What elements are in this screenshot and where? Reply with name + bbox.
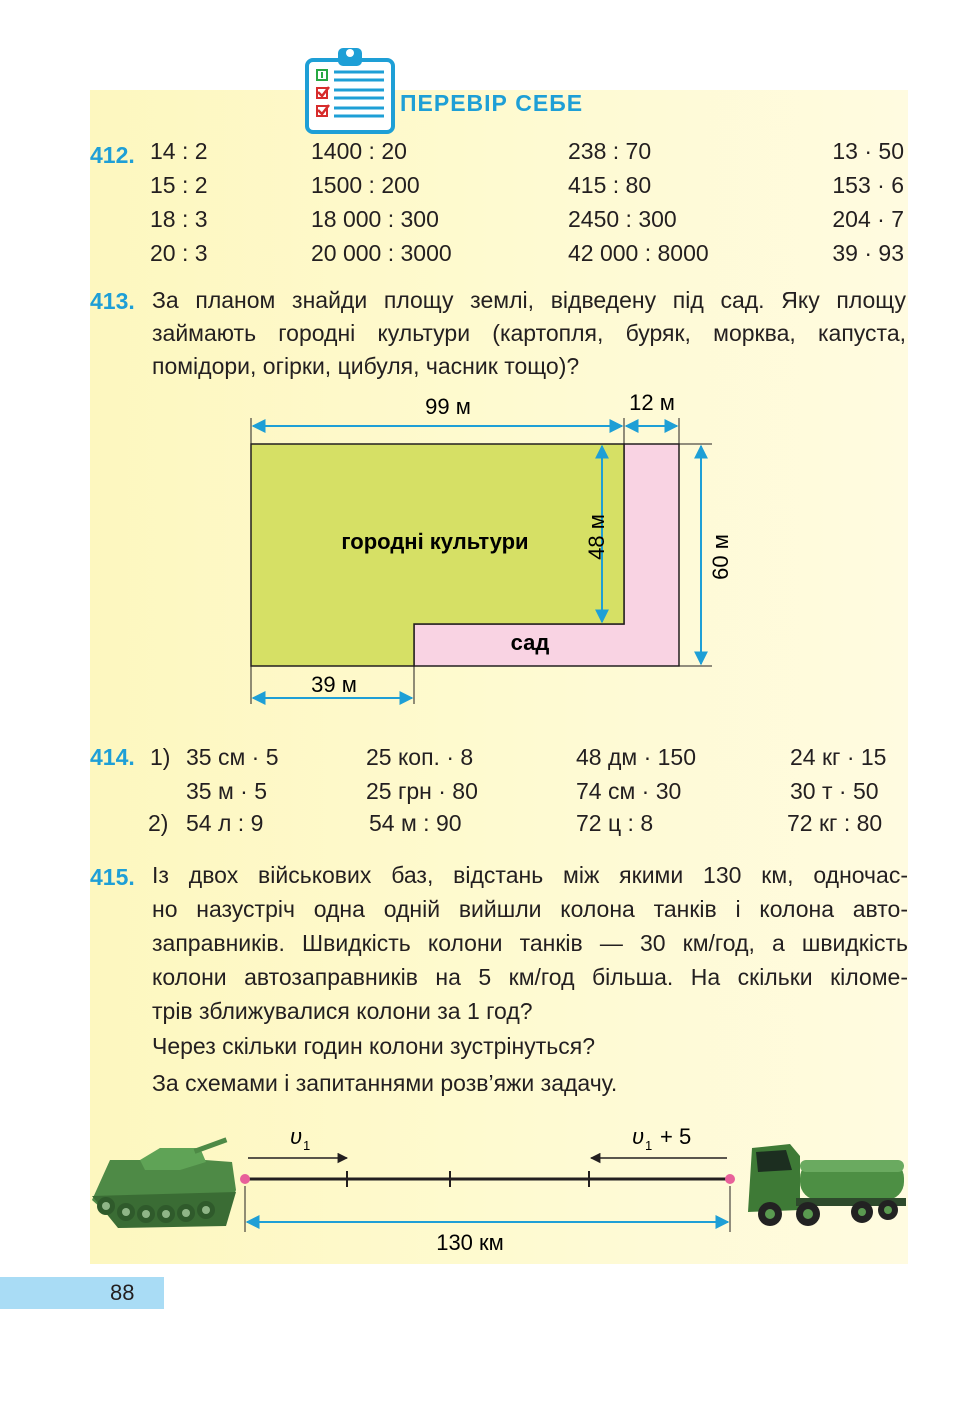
expression: 54 м : 90 [369,810,462,836]
expression: 54 л : 9 [186,810,264,836]
expression: 20 000 : 3000 [311,240,452,266]
exercise-number-415: 415. [90,864,135,890]
expression: 1400 : 20 [311,138,407,164]
expression: 18 000 : 300 [311,206,439,232]
start-point [240,1174,250,1184]
exercise-415-line: но назустріч одна одній вийшли колона танків і колона авто- [152,896,908,922]
expression: 39 · 93 [832,240,904,266]
exercise-number-414: 414. [90,744,135,770]
expression: 35 см · 5 [186,744,279,770]
velocity-left-label: υ [290,1124,303,1149]
exercise-413-line: За планом знайди площу землі, відведену під сад. Яку площу [152,287,906,313]
exercise-number-412: 412. [90,142,135,168]
velocity-right-increment: + 5 [660,1124,692,1149]
expression: 35 м · 5 [186,778,268,804]
top-width-label: 99 м [425,394,471,419]
exercise-415-line: заправників. Швидкість колони танків — 30 км/год, а швидкість [152,930,908,956]
part-label: 2) [148,810,169,836]
expression: 24 кг · 15 [790,744,887,770]
expression: 153 · 6 [832,172,904,198]
page-number: 88 [110,1280,135,1305]
velocity-right-subscript: 1 [645,1138,653,1153]
exercise-413-line: помідори, огірки, цибуля, часник тощо)? [152,353,580,379]
strip-width-label: 12 м [629,390,675,415]
vegetables-label: городні культури [341,529,529,554]
expression: 18 : 3 [150,206,208,232]
end-point [725,1174,735,1184]
expression: 42 000 : 8000 [568,240,709,266]
expression: 20 : 3 [150,240,208,266]
exercise-415-instruction: За схемами і запитаннями розв’яжи задачу. [152,1070,618,1096]
exercise-415-line: трів зближувалися колони за 1 год? [152,998,533,1024]
page-number-badge [0,1277,164,1309]
expression: 204 · 7 [832,206,904,232]
garden-label: сад [510,630,550,655]
expression: 72 кг : 80 [787,810,883,836]
velocity-left-subscript: 1 [303,1138,311,1153]
expression: 2450 : 300 [568,206,677,232]
velocity-right-label: υ [632,1124,645,1149]
part-label: 1) [150,744,171,770]
exercise-415-question: Через скільки годин колони зустрінуться? [152,1033,595,1059]
expression: 14 : 2 [150,138,208,164]
exercise-number-413: 413. [90,288,135,314]
exercise-415-line: Із двох військових баз, відстань між якими 130 км, одночас- [152,862,908,888]
expression: 13 · 50 [832,138,904,164]
fuel-truck-icon [748,1144,906,1226]
inner-height-label: 48 м [584,514,609,560]
expression: 48 дм · 150 [576,744,697,770]
expression: 25 коп. · 8 [366,744,474,770]
expression: 74 см · 30 [576,778,682,804]
bottom-width-label: 39 м [311,672,357,697]
exercise-415-line: колони автозаправників на 5 км/год більша. На скільки кіломе- [152,964,908,990]
expression: 238 : 70 [568,138,652,164]
expression: 72 ц : 8 [576,810,654,836]
expression: 15 : 2 [150,172,208,198]
total-height-label: 60 м [708,534,733,580]
expression: 30 т · 50 [790,778,879,804]
distance-label: 130 км [436,1230,504,1255]
expression: 415 : 80 [568,172,652,198]
tank-icon [92,1137,236,1228]
section-title: ПЕРЕВІР СЕБЕ [400,90,584,116]
expression: 1500 : 200 [311,172,420,198]
expression: 25 грн · 80 [366,778,478,804]
exercise-413-line: займають городні культури (картопля, буряк, морква, капуста, [152,320,906,346]
